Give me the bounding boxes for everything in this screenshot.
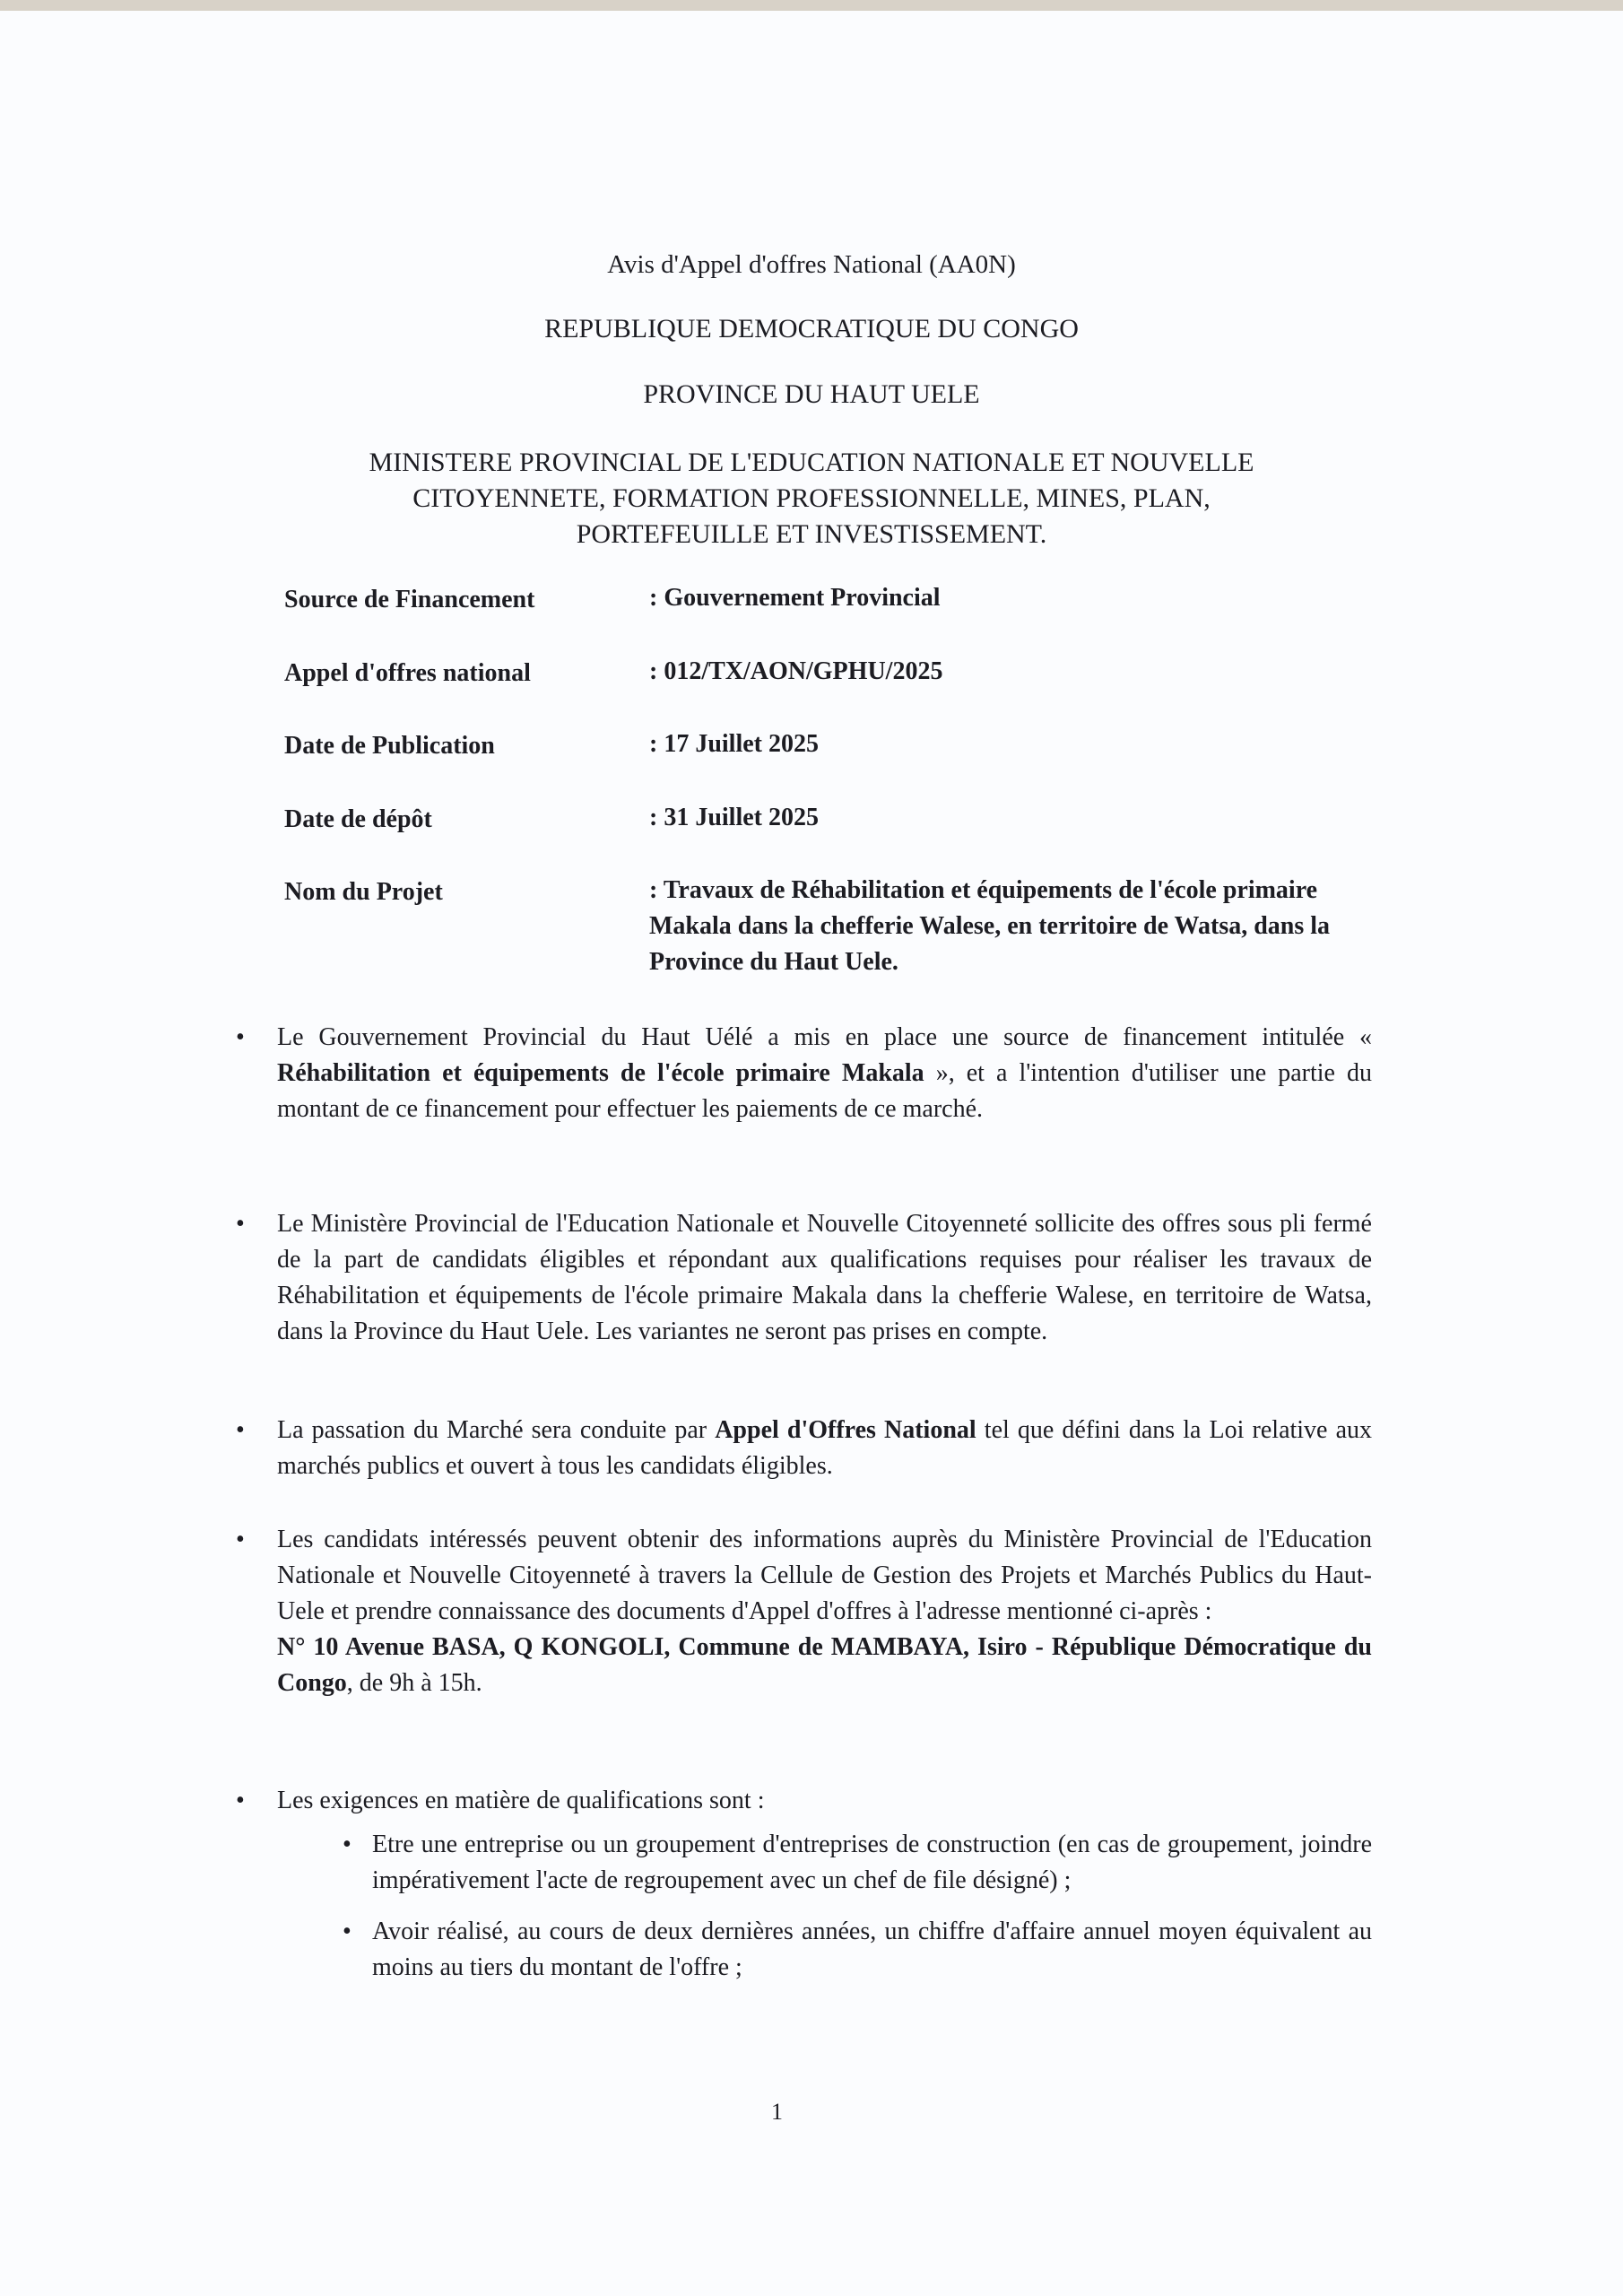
field-value: : Gouvernement Provincial [649,584,941,612]
ministry-line: CITOYENNETE, FORMATION PROFESSIONNELLE, MINES, PLAN, [412,483,1211,513]
text: , de 9h à 15h. [346,1669,482,1697]
country-heading: REPUBLIQUE DEMOCRATIQUE DU CONGO [544,314,1079,344]
bullet: • [236,1526,245,1553]
qualification-item [343,1827,1372,1899]
bullet: • [343,1831,352,1858]
scan-edge [0,0,1623,11]
ministry-line: MINISTERE PROVINCIAL DE L'EDUCATION NATIONALE ET NOUVELLE [369,448,1254,477]
text-bold: Réhabilitation et équipements de l'école primaire Makala [277,1059,924,1087]
bullet: • [343,1918,352,1945]
text: Le Ministère Provincial de l'Education Nationale et Nouvelle Citoyenneté sollicite des offres sous pli fermé de la part de candidats éligibles et répondant aux qualifications requises pour réaliser les travaux de Réhabilitation et équipements de l'école primaire Makala dans la chefferie Walese, en territoire de Watsa, dans la Province du Haut Uele. Les variantes ne seront pas prises en compte. [277,1210,1372,1345]
paragraph-financing [236,1020,1372,1127]
province-heading: PROVINCE DU HAUT UELE [643,379,980,409]
field-label: Appel d'offres national [284,659,531,687]
notice-title: Avis d'Appel d'offres National (AA0N) [607,250,1016,279]
ministry-line: PORTEFEUILLE ET INVESTISSEMENT. [576,519,1047,549]
paragraph-qualifications [236,1783,1372,1819]
bullet: • [236,1023,245,1051]
text: », et a l'intention d'utiliser une partie du montant de ce financement pour effectuer les paiements de ce marché. [277,1059,1372,1123]
field-label: Date de Publication [284,732,495,760]
field-value: : Travaux de Réhabilitation et équipements de l'école primaire Makala dans la chefferie Walese, en territoire de Watsa, dans la Province du Haut Uele. [649,876,1331,976]
bullet: • [236,1416,245,1444]
text: tel que défini dans la Loi relative aux marchés publics et ouvert à tous les candidats éligibles. [277,1416,1373,1480]
paragraph-procedure [236,1413,1373,1484]
paragraph-solicitation [236,1206,1372,1350]
ministry-heading [0,445,1623,552]
bullet: • [236,1210,245,1238]
text: Etre une entreprise ou un groupement d'entreprises de construction (en cas de groupement, joindre impérativement l'acte de regroupement avec un chef de file désigné) ; [372,1831,1372,1894]
text: Les candidats intéressés peuvent obtenir des informations auprès du Ministère Provincial de l'Education Nationale et Nouvelle Citoyenneté à travers la Cellule de Gestion des Projets et Marchés Publics du Haut-Uele et prendre connaissance des documents d'Appel d'offres à l'adresse mentionné ci-après : [277,1526,1372,1625]
bullet: • [236,1787,245,1814]
qualification-item [343,1914,1372,1986]
paragraph-information [236,1522,1372,1701]
field-label: Nom du Projet [284,878,443,906]
text: Le Gouvernement Provincial du Haut Uélé a mis en place une source de financement intitulée « [277,1023,1372,1051]
field-value: : 31 Juillet 2025 [649,804,819,831]
page-number: 1 [771,2099,783,2125]
address: N° 10 Avenue BASA, Q KONGOLI, Commune de MAMBAYA, Isiro - République Démocratique du Congo [277,1633,1372,1697]
field-value: : 012/TX/AON/GPHU/2025 [649,657,943,685]
field-value: : 17 Juillet 2025 [649,730,819,758]
text: La passation du Marché sera conduite par [277,1416,716,1444]
text-bold: Appel d'Offres National [715,1416,976,1444]
text: Avoir réalisé, au cours de deux dernières années, un chiffre d'affaire annuel moyen équivalent au moins au tiers du montant de l'offre ; [372,1918,1372,1981]
field-label: Date de dépôt [284,805,432,833]
text: Les exigences en matière de qualifications sont : [277,1787,765,1814]
field-label: Source de Financement [284,586,535,613]
